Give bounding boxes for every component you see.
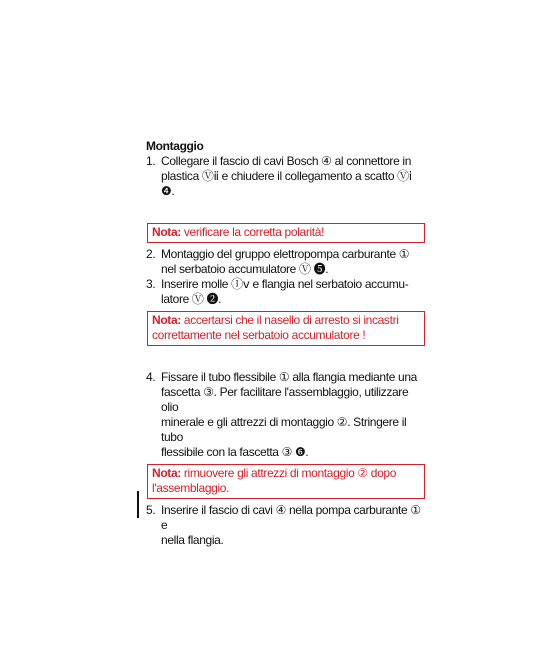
step-line: latore Ⓥ ❷. [161, 292, 222, 306]
note-label: Nota: [152, 313, 181, 327]
note-box-tools [147, 464, 425, 499]
step-number: 4. [146, 370, 156, 384]
step-line: Montaggio del gruppo elettropompa carburante ① [161, 247, 410, 261]
step-line: nella flangia. [161, 533, 224, 547]
step-number: 2. [146, 247, 156, 261]
step-4 [146, 370, 426, 460]
step-line: Fissare il tubo flessibile ① alla flangia mediante una [161, 370, 418, 384]
step-line: Inserire molle Ⓘⅴ e flangia nel serbatoio accumu- [161, 277, 409, 291]
step-text [161, 503, 426, 548]
step-line: flessibile con la fascetta ③ ❻. [161, 445, 309, 459]
document-body [146, 139, 426, 548]
step-text [161, 154, 426, 199]
note-line: correttamente nel serbatoio accumulatore ! [152, 328, 366, 342]
step-text [161, 277, 426, 307]
step-text [161, 370, 426, 460]
step-number: 5. [146, 503, 156, 517]
step-number: 3. [146, 277, 156, 291]
step-line: Inserire il fascio di cavi ④ nella pompa carburante ① e [161, 503, 421, 532]
note-box-latch [147, 311, 425, 346]
change-bar [137, 491, 139, 518]
step-line: minerale e gli attrezzi di montaggio ②. Stringere il tubo [161, 415, 407, 444]
step-2 [146, 247, 426, 277]
step-number: 1. [146, 154, 156, 168]
step-line: Collegare il fascio di cavi Bosch ④ al connettore in [161, 154, 412, 168]
step-3 [146, 277, 426, 307]
step-line: plastica Ⓥⅱ e chiudere il collegamento a scatto Ⓥⅰ ❹. [161, 169, 412, 198]
step-5 [146, 503, 426, 548]
step-line: nel serbatoio accumulatore Ⓥ ❺. [161, 262, 329, 276]
note-line: verificare la corretta polarità! [183, 225, 325, 239]
note-box-polarity [147, 223, 425, 243]
step-text [161, 247, 426, 277]
step-line: fascetta ③. Per facilitare l'assemblaggio, utilizzare olio [161, 385, 409, 414]
section-heading: Montaggio [146, 139, 204, 153]
note-line: l'assemblaggio. [152, 481, 230, 495]
note-line: accertarsi che il nasello di arresto si incastri [183, 313, 399, 327]
step-1 [146, 154, 426, 199]
note-line: rimuovere gli attrezzi di montaggio ② dopo [183, 466, 397, 480]
note-label: Nota: [152, 225, 181, 239]
note-label: Nota: [152, 466, 181, 480]
